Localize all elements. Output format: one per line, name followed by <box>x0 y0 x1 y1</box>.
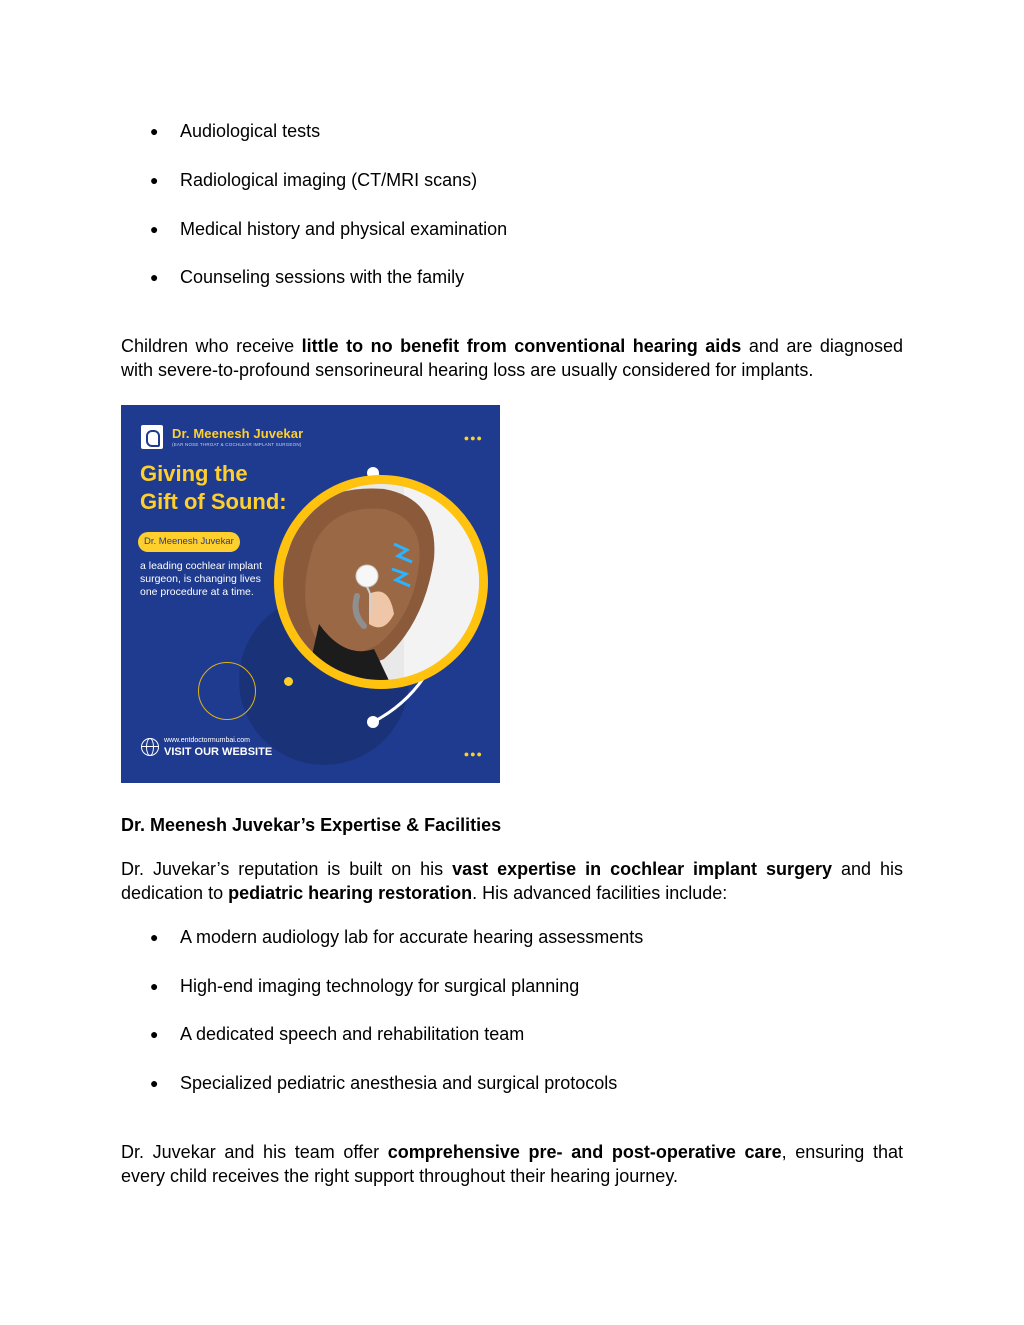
list-item-text: High-end imaging technology for surgical planning <box>180 976 580 996</box>
list-item <box>150 1071 617 1095</box>
list-item-text: Radiological imaging (CT/MRI scans) <box>180 170 478 190</box>
list-item <box>150 974 579 998</box>
child-with-implant-photo <box>274 474 489 691</box>
bullet-icon: ● <box>150 1026 159 1042</box>
dots-icon: ●●● <box>463 433 483 443</box>
list-item <box>150 119 320 143</box>
dots-icon: ●●● <box>463 749 483 759</box>
website-url: www.entdoctormumbai.com <box>164 737 250 744</box>
banner-tagline: a leading cochlear implant surgeon, is changing lives one procedure at a time. <box>140 560 262 598</box>
list-item <box>150 217 507 241</box>
brand-tagline: (EAR NOSE THROAT & COCHLEAR IMPLANT SURGEON) <box>172 442 302 447</box>
paragraph-text: , ensuring that every child receives the right support throughout their hearing journey. <box>121 1142 904 1186</box>
doctor-name-pill: Dr. Meenesh Juvekar <box>138 532 240 552</box>
list-item <box>150 925 643 949</box>
paragraph-bold: little to no benefit from conventional hearing aids <box>301 336 742 356</box>
paragraph-care <box>121 1140 903 1188</box>
list-item <box>150 1022 524 1046</box>
paragraph-expertise <box>121 857 903 905</box>
list-item-text: Medical history and physical examination <box>180 219 508 239</box>
list-item-text: A dedicated speech and rehabilitation team <box>180 1024 525 1044</box>
list-item <box>150 168 477 192</box>
list-item-text: Counseling sessions with the family <box>180 267 465 287</box>
bullet-icon: ● <box>150 1075 159 1091</box>
paragraph-bold: pediatric hearing restoration <box>228 883 473 903</box>
paragraph-text: . His advanced facilities include: <box>472 883 728 903</box>
bullet-icon: ● <box>150 221 159 237</box>
bullet-icon: ● <box>150 929 159 945</box>
paragraph-bold: vast expertise in cochlear implant surgery <box>452 859 833 879</box>
bullet-icon: ● <box>150 172 159 188</box>
globe-icon <box>141 738 159 756</box>
list-item-text: Audiological tests <box>180 121 321 141</box>
paragraph-text: Children who receive <box>121 336 302 356</box>
list-item-text: Specialized pediatric anesthesia and surgical protocols <box>180 1073 618 1093</box>
promo-banner-image <box>121 405 500 783</box>
paragraph-text: Dr. Juvekar’s reputation is built on his <box>121 859 453 879</box>
bullet-icon: ● <box>150 978 159 994</box>
bullet-icon: ● <box>150 269 159 285</box>
paragraph-text: Dr. Juvekar and his team offer <box>121 1142 388 1162</box>
paragraph-text: and his dedication to <box>121 859 903 903</box>
section-heading: Dr. Meenesh Juvekar’s Expertise & Facilities <box>121 815 502 835</box>
list-item <box>150 265 464 289</box>
paragraph-candidates <box>121 334 903 382</box>
brand-name: Dr. Meenesh Juvekar <box>172 426 304 441</box>
paragraph-bold: comprehensive pre- and post-operative care <box>387 1142 782 1162</box>
visit-website-label: VISIT OUR WEBSITE <box>164 746 273 758</box>
paragraph-text: and are diagnosed with severe-to-profound sensorineural hearing loss are usually considered for implants. <box>121 336 903 380</box>
bullet-icon: ● <box>150 123 159 139</box>
list-item-text: A modern audiology lab for accurate hearing assessments <box>180 927 644 947</box>
banner-headline: Giving the Gift of Sound: <box>140 461 287 514</box>
